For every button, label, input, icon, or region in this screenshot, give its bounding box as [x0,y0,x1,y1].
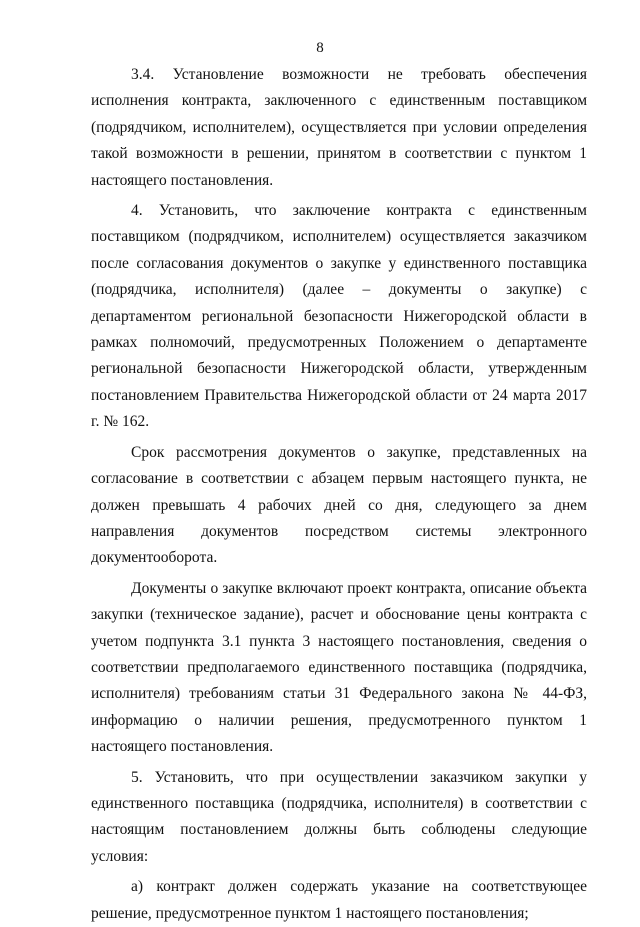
paragraph-4-review-period: Срок рассмотрения документов о закупке, представленных на согласование в соответствии с абзацем первым настоящего пункта, не должен превышать 4 рабочих дней со дня, следующего за днем направления документов посредством системы электронного документооборота. [91,443,587,567]
paragraph-3-4: 3.4. Установление возможности не требовать обеспечения исполнения контракта, заключенного с единственным поставщиком (подрядчиком, исполнителем), осуществляется при условии определения такой возможности в решении, принятом в соответствии с пунктом 1 настоящего постановления. [91,66,587,189]
paragraph-5: 5. Установить, что при осуществлении заказчиком закупки у единственного поставщика (подрядчика, исполнителя) в соответствии с настоящим постановлением должны быть соблюдены следующие условия: [91,768,587,865]
paragraph-4-documents-list: Документы о закупке включают проект контракта, описание объекта закупки (техническое задание), расчет и обоснование цены контракта с учетом подпункта 3.1 пункта 3 настоящего постановления, сведения о соответствии предполагаемого единственного поставщика (подрядчика, исполнителя) требованиям статьи 31 Федерального закона № 44-ФЗ, информацию о наличии решения, предусмотренного пунктом 1 настоящего постановления. [91,579,587,756]
paragraph-4: 4. Установить, что заключение контракта с единственным поставщиком (подрядчиком, исполнителем) осуществляется заказчиком после согласования документов о закупке у единственного поставщика (подрядчика, исполнителя) (далее – документы о закупке) с департаментом региональной безопасности Нижегородской области в рамках полномочий, предусмотренных Положением о департаменте региональной безопасности Нижегородской области, утвержденным постановлением Правительства Нижегородской области от 24 марта 2017 г. № 162. [91,202,587,431]
page-number: 8 [316,40,324,56]
document-body [91,62,587,927]
paragraph-5-a: а) контракт должен содержать указание на соответствующее решение, предусмотренное пунктом 1 настоящего постановления; [91,878,587,922]
